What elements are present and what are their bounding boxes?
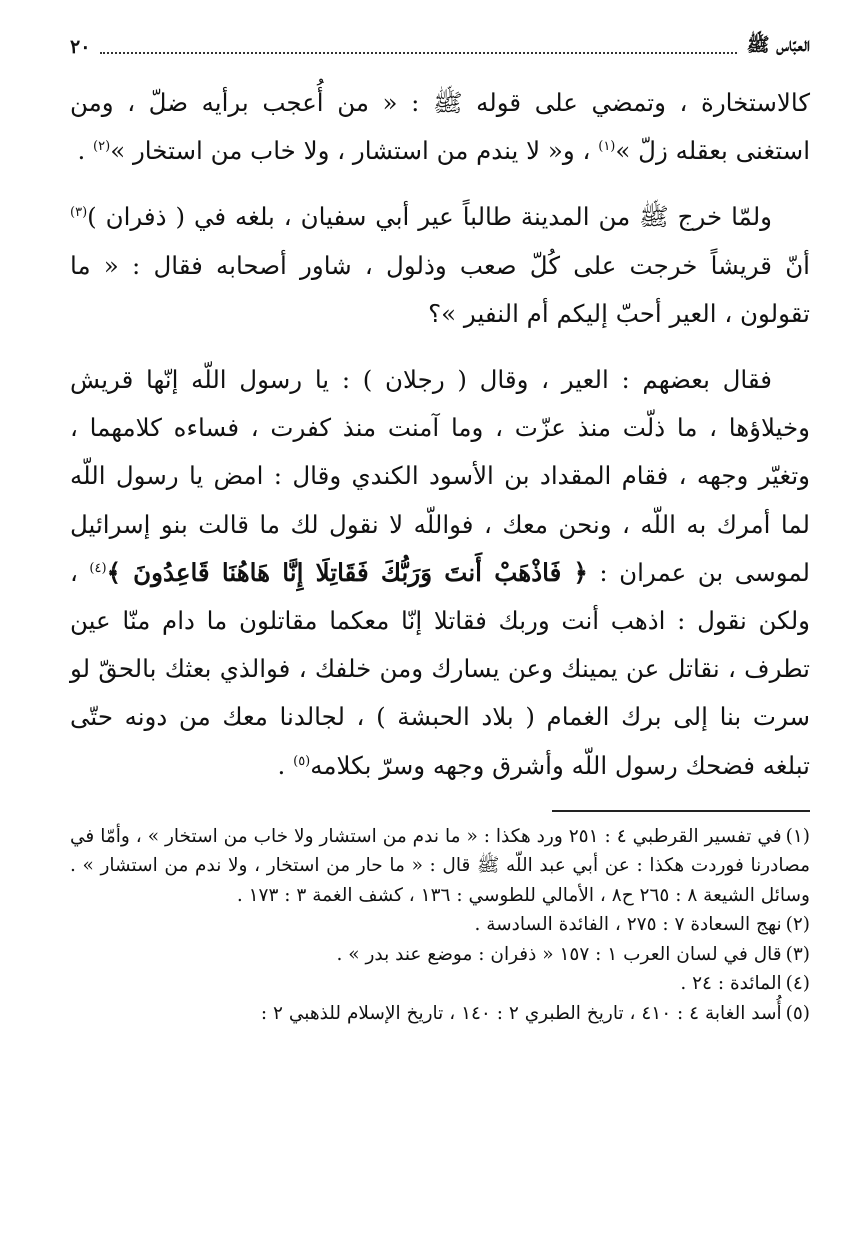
footnote-1-number: (١) <box>785 825 810 847</box>
footnote-3-text: قال في لسان العرب ١ : ١٥٧ « ذفران : موضع عند بدر » . <box>336 943 782 965</box>
footnote-1-text: في تفسير القرطبي ٤ : ٢٥١ ورد هكذا : « ما ندم من استشار ولا خاب من استخار » ، وأمّا في مصادرنا فوردت هكذا : عن أبي عبد اللّه ﷺ قال : « ما حار من استخار ، ولا ندم من استشار » . وسائل الشيعة ٨ : ٢٦٥ ح٨ ، الأمالي للطوسي : ١٣٦ ، كشف الغمة ٣ : ١٧٣ . <box>70 825 810 906</box>
footnote-2 <box>70 910 810 940</box>
paragraph-1 <box>70 79 810 175</box>
paragraph-3 <box>70 356 810 790</box>
footnote-4 <box>70 969 810 999</box>
footnote-ref-4[interactable]: (٤) <box>89 560 107 576</box>
paragraph-2-end: أنّ قريشاً خرجت على كُلّ صعب وذلول ، شاور أصحابه فقال : « ما تقولون ، العير أحبّ إليكم أم النفير »؟ <box>70 250 810 328</box>
footnotes <box>70 822 810 1029</box>
paragraph-3-end: ، ولكن نقول : اذهب أنت وربك فقاتلا إنّا معكما مقاتلون ما دام منّا عين تطرف ، نقاتل عن يمينك وعن يسارك ومن خلفك ، فوالذي بعثك بالحقّ لو سرت بنا إلى برك الغمام ( بلاد الحبشة ) ، لجالدنا معك من دونه حتّى تبلغه فضحك رسول اللّه وأشرق وجهه وسرّ بكلامه <box>70 557 810 780</box>
footnote-4-number: (٤) <box>785 973 810 995</box>
paragraph-3-text: فقال بعضهم : العير ، وقال ( رجلان ) : يا رسول اللّه إنّها قريش وخيلاؤها ، ما ذلّت منذ عزّت ، وما آمنت منذ كفرت ، فساءه كلامهما ، وتغيّر وجهه ، فقام المقداد بن الأسود الكندي وقال : امض يا رسول اللّه لما أمرك به اللّه ، ونحن معك ، فواللّه لا نقول لك ما قالت بنو إسرائيل لموسى بن عمران : <box>70 365 810 587</box>
quran-verse: ﴿ فَاذْهَبْ أَنتَ وَرَبُّكَ فَقَاتِلَا إِنَّا هَاهُنَا قَاعِدُونَ ﴾ <box>106 557 588 587</box>
footnote-3-number: (٣) <box>785 943 810 965</box>
paragraph-2-text: ولمّا خرج ﷺ من المدينة طالباً عير أبي سفيان ، بلغه في ( ذفران ) <box>87 202 772 232</box>
page-header <box>70 28 810 67</box>
footnote-5-number: (٥) <box>785 1002 810 1024</box>
footnote-ref-5[interactable]: (٥) <box>293 753 311 769</box>
footnote-5 <box>70 999 810 1029</box>
footnote-2-text: نهج السعادة ٧ : ٢٧٥ ، الفائدة السادسة . <box>474 914 782 936</box>
footnote-2-number: (٢) <box>785 914 810 936</box>
main-text <box>70 79 810 790</box>
paragraph-2 <box>70 193 810 338</box>
footnote-5-text: أُسد الغابة ٤ : ٤١٠ ، تاريخ الطبري ٢ : ١٤٠ ، تاريخ الإسلام للذهبي ٢ : <box>260 1002 782 1024</box>
paragraph-1-mid: ، و« لا يندم من استشار ، ولا خاب من استخار » <box>110 136 599 166</box>
dotted-leader <box>100 40 736 54</box>
page-number: ٢٠ <box>70 36 91 58</box>
running-title: العبّاس ﷺ <box>746 34 810 56</box>
footnote-4-text: المائدة : ٢٤ . <box>680 973 782 995</box>
paragraph-1-text: كالاستخارة ، وتمضي على قوله ﷺ : « من أُعجب برأيه ضلّ ، ومن استغنى بعقله زلّ » <box>70 88 810 166</box>
paragraph-1-end: . <box>77 136 94 166</box>
footnote-separator <box>552 810 810 812</box>
footnote-1 <box>70 822 810 911</box>
book-page <box>70 28 810 1028</box>
footnote-ref-2[interactable]: (٢) <box>93 139 111 155</box>
footnote-ref-1[interactable]: (١) <box>598 139 616 155</box>
footnote-ref-3[interactable]: (٣) <box>70 205 88 221</box>
footnote-3 <box>70 940 810 970</box>
paragraph-3-final: . <box>277 750 294 780</box>
